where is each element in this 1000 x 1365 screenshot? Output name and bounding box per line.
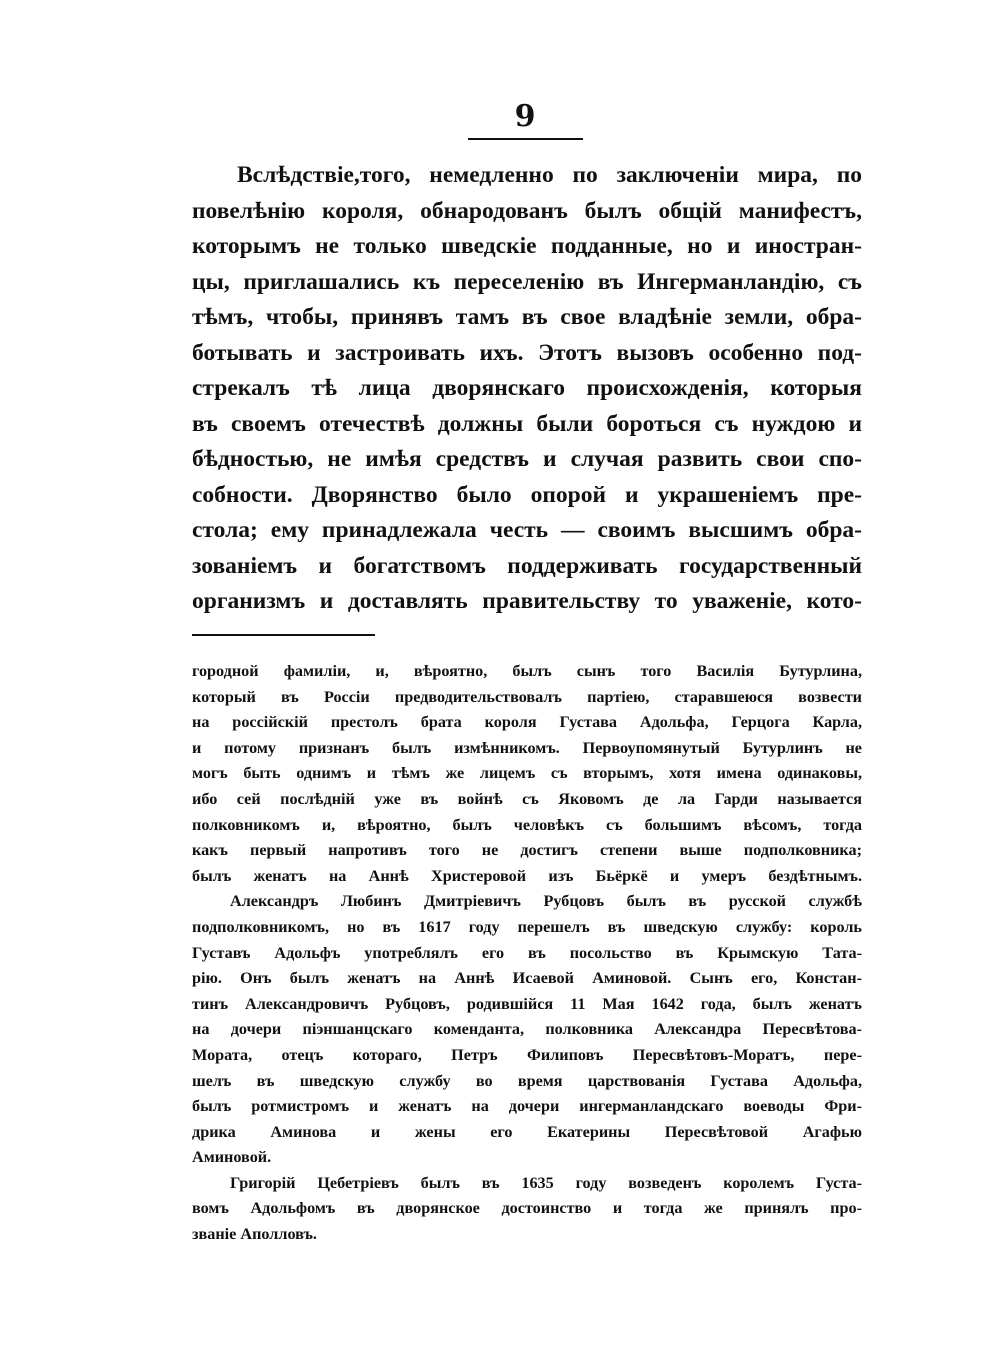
footnote-line: ибо сей послѣдній уже въ войнѣ съ Яковомъ де ла Гарди называется: [192, 789, 862, 808]
main-text-line: тѣмъ, чтобы, принявъ тамъ въ свое владѣніе земли, обра-: [192, 304, 862, 330]
footnote-line: былъ женатъ на Аннѣ Христеровой изъ Бьёркё и умеръ бездѣтнымъ.: [192, 866, 862, 885]
footnote-line: какъ первый напротивъ того не достигъ степени выше подполковника;: [192, 841, 862, 860]
footnote-line: подполковникомъ, но въ 1617 году перешелъ въ шведскую службу: король: [192, 917, 862, 936]
footnote-line: тинъ Александровичъ Рубцовъ, родившійся 11 Мая 1642 года, былъ женатъ: [192, 994, 862, 1013]
main-text-line: въ своемъ отечествѣ должны были бороться съ нуждою и: [192, 410, 862, 437]
footnote-line: и потому признанъ былъ измѣнникомъ. Первоупомянутый Бутурлинъ не: [192, 738, 862, 757]
main-text-line: собности. Дворянство было опорой и украшеніемъ пре-: [192, 481, 862, 508]
main-text-line: ботывать и застроивать ихъ. Этотъ вызовъ особенно под-: [192, 339, 862, 366]
main-text-line: цы, приглашались къ переселенію въ Ингерманландію, съ: [192, 268, 862, 295]
footnote-line: на дочери піэншанцскаго коменданта, полковника Александра Пересвѣтова-: [192, 1020, 862, 1039]
footnote-line: званіе Аполловъ.: [192, 1225, 317, 1244]
main-text-line: бѣдностью, не имѣя средствъ и случая развить свои спо-: [192, 446, 862, 472]
page-number: 9: [514, 99, 536, 134]
footnote-line: вомъ Адольфомъ въ дворянское достоинство и тогда же принялъ про-: [192, 1199, 862, 1218]
main-text-line: стола; ему принадлежала честь — своимъ высшимъ обра-: [192, 517, 862, 543]
main-text-line: организмъ и доставлять правительству то уваженіе, кото-: [192, 588, 862, 614]
footnote-rule: [192, 634, 375, 636]
footnotes: [192, 659, 862, 1248]
main-text: [192, 158, 862, 620]
footnote-line: рію. Онъ былъ женатъ на Аннѣ Исаевой Аминовой. Сынъ его, Констан-: [192, 969, 862, 988]
footnote-line: Густавъ Адольфъ употреблялъ его въ посольство въ Крымскую Тата-: [192, 943, 862, 962]
footnote-line: городной фамиліи, и, вѣроятно, былъ сынъ того Василія Бутурлина,: [192, 662, 862, 680]
footnote-line: дрика Аминова и жены его Екатерины Пересвѣтовой Агафью: [192, 1122, 862, 1141]
footnote-line: могъ быть однимъ и тѣмъ же лицемъ съ вторымъ, хотя имена одинаковы,: [192, 764, 862, 783]
footnote-line: Александръ Любинъ Дмитріевичъ Рубцовъ былъ въ русской службѣ: [230, 892, 862, 911]
main-text-line: которымъ не только шведскіе подданные, но и иностран-: [192, 233, 862, 259]
main-text-line: Вслѣдствіе,того, немедленно по заключеніи мира, по: [237, 162, 862, 188]
main-text-line: зованіемъ и богатствомъ поддерживать государственный: [192, 552, 862, 579]
main-text-line: стрекалъ тѣ лица дворянскаго происхожденія, которыя: [192, 375, 862, 401]
footnote-line: Аминовой.: [192, 1148, 272, 1167]
footnote-line: Мората, отецъ котораго, Петръ Филиповъ Пересвѣтовъ-Моратъ, пере-: [192, 1045, 862, 1064]
footnote-line: шелъ въ шведскую службу во время царствованія Густава Адольфа,: [192, 1071, 862, 1090]
page-number-rule: [468, 138, 583, 140]
footnote-line: на россійскій престолъ брата короля Густава Адольфа, Герцога Карла,: [192, 713, 862, 732]
footnote-line: Григорій Цебетріевъ былъ въ 1635 году возведенъ королемъ Густа-: [230, 1173, 862, 1192]
footnote-line: который въ Россіи предводительствовалъ партіею, старавшеюся возвести: [192, 687, 862, 706]
footnote-line: былъ ротмистромъ и женатъ на дочери ингерманландскаго воеводы Фри-: [192, 1097, 862, 1116]
main-text-line: повелѣнію короля, обнародованъ былъ общій манифестъ,: [192, 197, 862, 224]
footnote-line: полковникомъ и, вѣроятно, былъ человѣкъ съ большимъ вѣсомъ, тогда: [192, 815, 862, 834]
